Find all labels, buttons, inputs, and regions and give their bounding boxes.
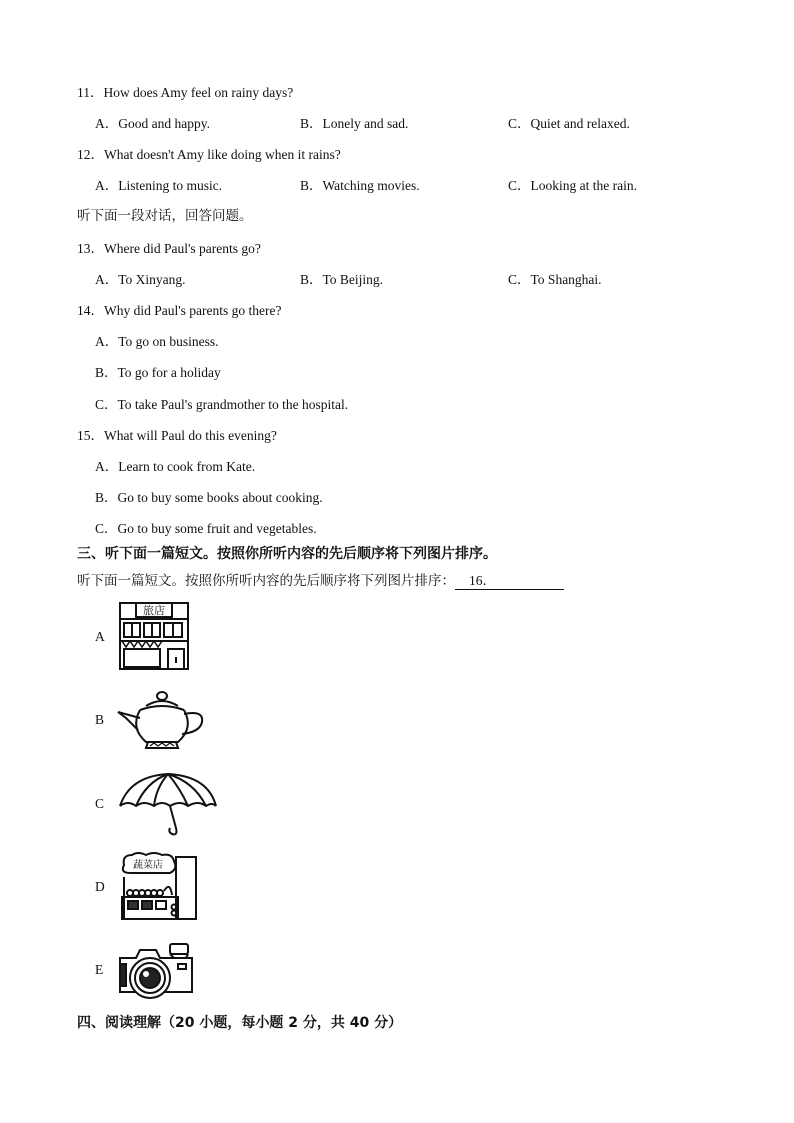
q15-option-b: B．Go to buy some books about cooking. [95,490,323,505]
section-3-instruction [77,572,564,590]
q12-option-a: A．Listening to music. [95,178,223,193]
hotel-icon [116,597,192,678]
picture-label-e: E [95,962,104,977]
question-14: 14．Why did Paul's parents go there? [77,303,282,318]
teapot-icon [116,688,208,757]
section-4-heading: 四、阅读理解（20 小题，每小题 2 分，共 40 分） [77,1015,403,1031]
umbrella-icon [116,772,220,843]
q15-option-a: A．Learn to cook from Kate. [95,459,256,474]
q11-option-b: B．Lonely and sad. [300,116,409,131]
q12-option-c: C．Looking at the rain. [508,178,637,193]
camera-icon [116,940,196,1007]
hotel-sign-text: 旅店 [143,604,165,617]
picture-label-d: D [95,879,105,894]
vegetable-shop-sign-text: 蔬菜店 [133,860,163,871]
q13-option-b: B．To Beijing. [300,272,384,287]
q14-option-c: C．To take Paul's grandmother to the hospital. [95,397,349,412]
question-11: 11．How does Amy feel on rainy days? [77,85,294,100]
vegetable-shop-icon [116,851,198,928]
question-12: 12．What doesn't Amy like doing when it rains? [77,147,341,162]
picture-label-c: C [95,796,105,811]
question-15: 15．What will Paul do this evening? [77,428,277,443]
question-13: 13．Where did Paul's parents go? [77,241,261,256]
q13-option-c: C．To Shanghai. [508,272,602,287]
q11-option-a: A．Good and happy. [95,116,210,131]
q11-option-c: C．Quiet and relaxed. [508,116,630,131]
picture-label-a: A [95,629,105,644]
q12-option-b: B．Watching movies. [300,178,420,193]
section-3-heading: 三、听下面一篇短文。按照你所听内容的先后顺序将下列图片排序。 [77,546,497,562]
dialog-instruction: 听下面一段对话，回答问题。 [77,208,253,224]
section-3-instruction-text: 听下面一篇短文。按照你所听内容的先后顺序将下列图片排序： [77,573,455,589]
picture-label-b: B [95,712,105,727]
q13-option-a: A．To Xinyang. [95,272,186,287]
answer-blank-16[interactable]: 16． [455,573,564,590]
q14-option-a: A．To go on business. [95,334,219,349]
q14-option-b: B．To go for a holiday [95,365,221,380]
q15-option-c: C．Go to buy some fruit and vegetables. [95,521,317,536]
